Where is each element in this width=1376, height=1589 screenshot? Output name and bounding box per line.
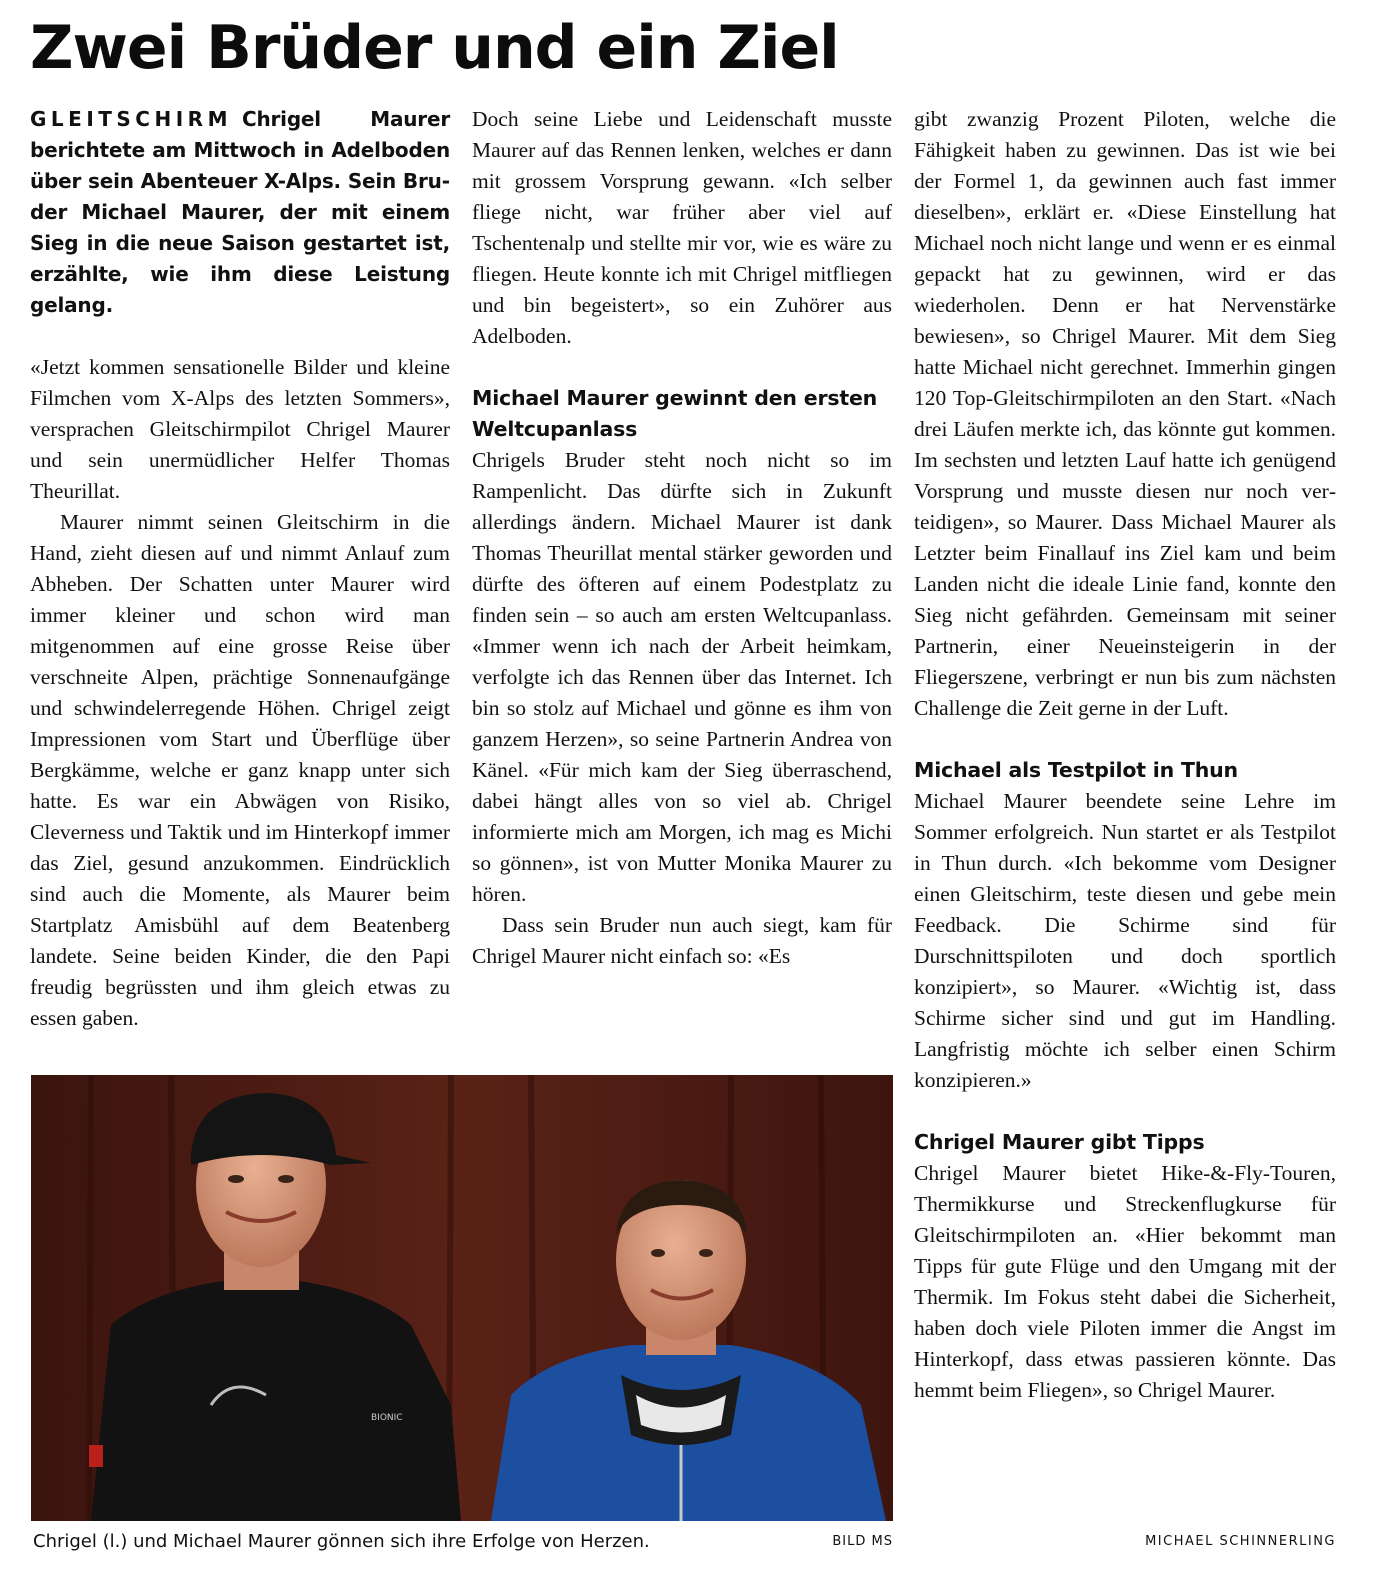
article-column-3	[914, 104, 1336, 1406]
body-paragraph: Doch seine Liebe und Leidenschaft musste Maurer auf das Rennen lenken, welches er dann mit grossem Vorsprung gewann. «Ich selber fliege nicht, war früher aber viel auf Tschentenalp und stellte mir vor, wie es wäre zu fliegen. Heute konnte ich mit Chrigel mitfliegen und bin begeistert», so ein Zuhörer aus Adelboden.	[472, 107, 892, 348]
body-paragraph: Maurer nimmt seinen Gleitschirm in die Hand, zieht diesen auf und nimmt Anlauf zum Abheben. Der Schatten unter Maurer wird immer kleiner und schon wird man mitgenommen auf eine grosse Reise über verschneite Alpen, prächtige Sonnenaufgänge und schwindelerregende Höhen. Chrigel zeigt Impressionen vom Start und Überflüge über Bergkämme, welche er ganz knapp unter sich hatte. Es war ein Abwägen von Risiko, Cleverness und Taktik und im Hinterkopf immer das Ziel, gesund anzukommen. Eindrücklich sind auch die Momente, als Maurer beim Startplatz Amisbühl auf dem Beatenberg landete. Seine beiden Kinder, die den Papi freudig begrüssten und ihm gleich etwas zu essen gaben.	[30, 510, 450, 1030]
article-column-1	[30, 104, 450, 1034]
body-paragraph: Dass sein Bruder nun auch siegt, kam für Chrigel Maurer nicht einfach so: «Es	[472, 913, 892, 968]
article-photo	[31, 1075, 893, 1521]
caption-text: Chrigel (l.) und Michael Maurer gönnen sich ihre Erfolge von Herzen.	[33, 1531, 650, 1552]
article-column-2	[472, 104, 892, 972]
body-paragraph: Chrigels Bruder steht noch nicht so im Rampenlicht. Das dürfte sich in Zukunft allerdings ändern. Michael Maurer ist dank Thomas Theurillat mental stärker geworden und dürfte des öfteren auf einem Podestplatz zu finden sein – so auch am ersten Weltcupanlass. «Immer wenn ich nach der Arbeit heimkam, verfolgte ich das Rennen über das Internet. Ich bin so stolz auf Michael und gönne es ihm von ganzem Herzen», so seine Partnerin Andrea von Känel. «Für mich kam der Sieg überraschend, dabei hängt alles von so viel ab. Chrigel informierte mich am Morgen, ich mag es Michi so gönnen», ist von Mutter Monika Maurer zu hören.	[472, 448, 892, 906]
author-byline: MICHAEL SCHINNERLING	[1145, 1534, 1336, 1549]
lead-paragraph	[30, 104, 450, 321]
body-paragraph: «Jetzt kommen sensationelle Bilder und kleine Filmchen vom X-Alps des letzten Sommers», versprachen Gleitschirmpilot Chrigel Maurer und sein unermüdlicher Helfer Thomas Theurillat.	[30, 355, 450, 503]
subheading: Chrigel Maurer gibt Tipps	[914, 1130, 1205, 1154]
body-paragraph: Chrigel Maurer bietet Hike-&-Fly-Touren, Thermikkurse und Streckenflugkurse für Gleitschirmpiloten an. «Hier bekommt man Tipps für gute Flüge und den Umgang mit der Thermik. Im Fokus steht dabei die Sicherheit, haben doch viele Piloten immer die Angst im Hinterkopf, dass etwas passieren könnte. Das hemmt beim Fliegen», so Chrigel Maurer.	[914, 1161, 1336, 1402]
photo-credit: BILD MS	[832, 1534, 893, 1549]
body-paragraph: gibt zwanzig Prozent Piloten, welche die Fähigkeit haben zu gewinnen. Das ist wie bei der Formel 1, da gewinnen auch fast immer dieselben», erklärt er. «Diese Einstellung hat Michael noch nicht lange und wenn er es einmal gepackt hat zu gewinnen, wird er das wiederholen. Denn er hat Nervenstärke bewiesen», so Chrigel Maurer. Mit dem Sieg hatte Michael nicht gerechnet. Immerhin gingen 120 Top-Gleitschirmpiloten an den Start. «Nach drei Läufen merkte ich, das könnte gut kommen. Im sechsten und letzten Lauf hatte ich genügend Vorsprung und musste diesen nur noch verteidigen», so Maurer. Dass Michael Maurer als Letzter beim Finallauf ins Ziel kam und beim Landen nicht die ideale Linie fand, konnte den Sieg nicht gefährden. Gemeinsam mit seiner Partnerin, einer Neueinsteigerin in der Fliegerszene, verbringt er nun bis zum nächsten Challenge die Zeit gerne in der Luft.	[914, 107, 1336, 720]
kicker: GLEITSCHIRM	[30, 107, 232, 131]
subheading: Michael als Testpilot in Thun	[914, 758, 1238, 782]
photo-caption	[33, 1530, 893, 1554]
body-paragraph: Michael Maurer beendete seine Lehre im Sommer erfolgreich. Nun startet er als Testpilot in Thun durch. «Ich bekomme vom Designer einen Gleitschirm, teste diesen und gebe mein Feedback. Die Schirme sind für Durschnittspiloten und doch sportlich konzipiert», so Maurer. «Wichtig ist, dass Schirme sicher sind und gut im Handling. Langfristig möchte ich selber einen Schirm konzipieren.»	[914, 789, 1336, 1092]
shirt-logo-text: BIONIC	[371, 1413, 403, 1423]
lead-text: Chrigel Maurer berichtete am Mittwoch in Adelboden über sein Abenteuer X-Alps. Sein Bruder Michael Maurer, der mit einem Sieg in die neue Saison gestartet ist, erzählte, wie ihm diese Leistung gelang.	[30, 107, 450, 317]
headline: Zwei Brüder und ein Ziel	[30, 13, 839, 83]
subheading: Michael Maurer gewinnt den ersten Weltcupanlass	[472, 386, 878, 441]
